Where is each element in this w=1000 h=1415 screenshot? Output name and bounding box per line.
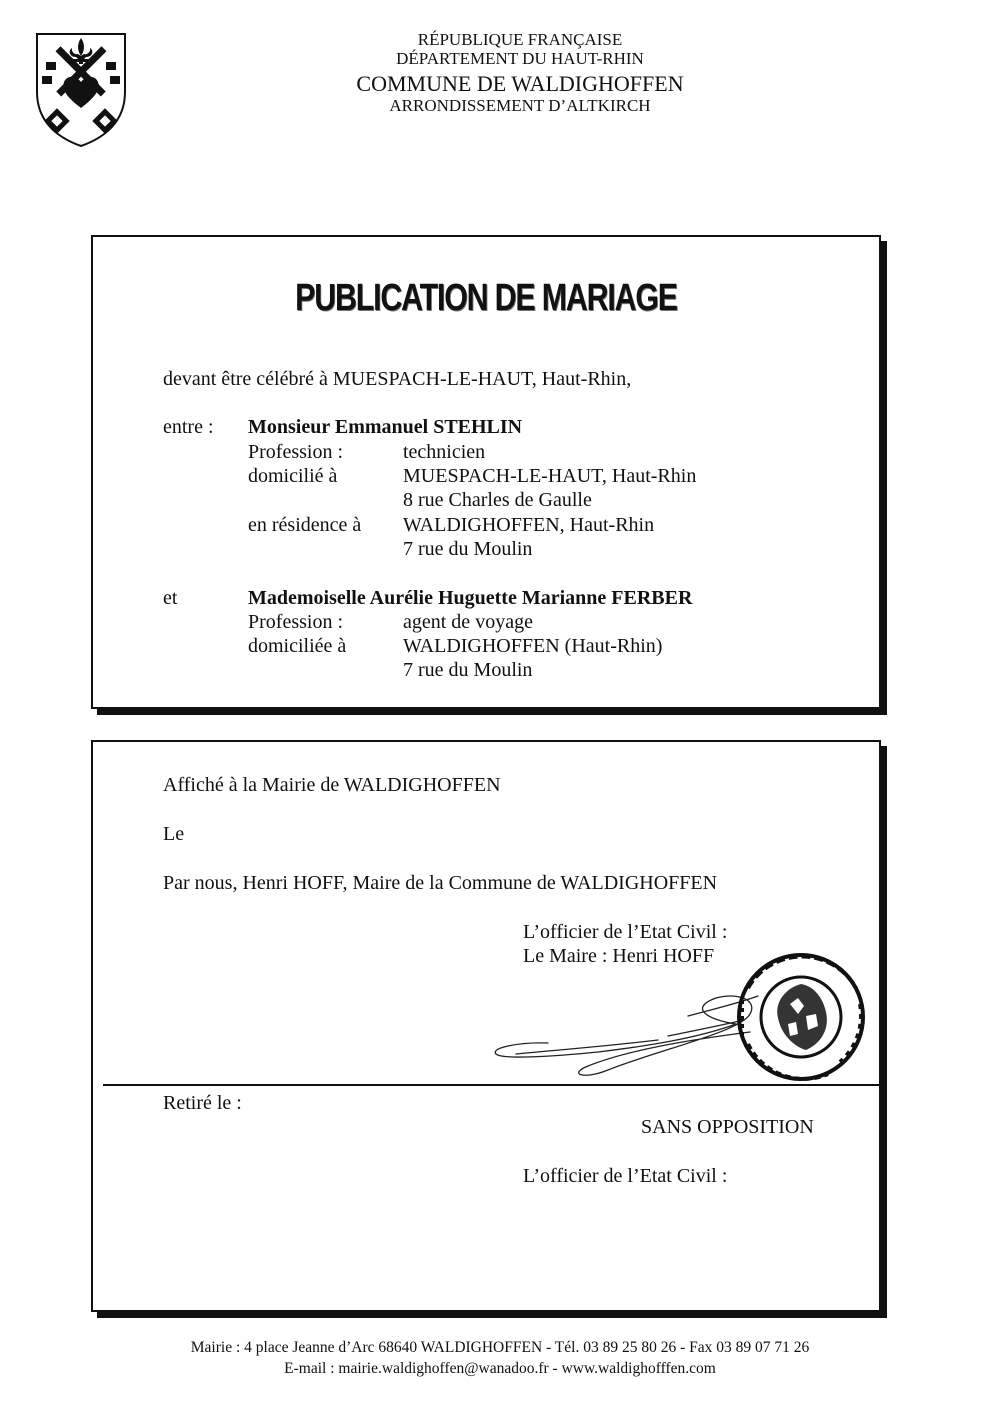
header-republic: RÉPUBLIQUE FRANÇAISE [417, 30, 623, 49]
groom-name: Monsieur Emmanuel STEHLIN [248, 416, 523, 438]
ceremony-place: devant être célébré à MUESPACH-LE-HAUT, Haut-Rhin, [163, 368, 632, 390]
groom-residence-street: 7 rue du Moulin [403, 538, 533, 560]
footer-contact: E-mail : mairie.waldighoffen@wanadoo.fr - www.waldighofffen.com [284, 1360, 716, 1377]
posting-date-label: Le [163, 823, 185, 845]
groom-profession: technicien [403, 441, 486, 463]
town-hall-seal-icon [728, 944, 874, 1090]
bride-profession-label: Profession : [248, 611, 343, 633]
posted-by: Par nous, Henri HOFF, Maire de la Commune de WALDIGHOFFEN [163, 872, 718, 894]
bride-domicile-city: WALDIGHOFFEN (Haut-Rhin) [403, 635, 663, 657]
groom-domicile-city: MUESPACH-LE-HAUT, Haut-Rhin [403, 465, 697, 487]
officer-label-2: L’officier de l’Etat Civil : [523, 1165, 728, 1187]
mayor-name: Le Maire : Henri HOFF [523, 945, 715, 967]
posted-at-town-hall: Affiché à la Mairie de WALDIGHOFFEN [163, 774, 501, 796]
bride-domicile-street: 7 rue du Moulin [403, 659, 533, 681]
header-department: DÉPARTEMENT DU HAUT-RHIN [396, 49, 644, 68]
bride-domicile-label: domiciliée à [248, 635, 347, 657]
groom-residence-city: WALDIGHOFFEN, Haut-Rhin [403, 514, 655, 536]
withdrawn-label: Retiré le : [163, 1092, 242, 1114]
groom-profession-label: Profession : [248, 441, 343, 463]
bride-name: Mademoiselle Aurélie Huguette Marianne FERBER [248, 587, 693, 609]
groom-domicile-street: 8 rue Charles de Gaulle [403, 489, 592, 511]
between-label: entre : [163, 416, 214, 438]
bride-profession: agent de voyage [403, 611, 533, 633]
coat-of-arms-icon [34, 30, 128, 148]
header-commune: COMMUNE DE WALDIGHOFFEN [356, 71, 684, 96]
groom-domicile-label: domicilié à [248, 465, 338, 487]
header-arrondissement: ARRONDISSEMENT D’ALTKIRCH [389, 96, 651, 115]
document-title: PUBLICATION DE MARIAGE [295, 277, 677, 319]
publication-box [91, 235, 881, 709]
footer-address: Mairie : 4 place Jeanne d’Arc 68640 WALDIGHOFFEN - Tél. 03 89 25 80 26 - Fax 03 89 07 71 26 [190, 1339, 810, 1356]
officer-label: L’officier de l’Etat Civil : [523, 921, 728, 943]
groom-residence-label: en résidence à [248, 514, 362, 536]
no-opposition: SANS OPPOSITION [641, 1116, 814, 1138]
and-label: et [163, 587, 178, 609]
